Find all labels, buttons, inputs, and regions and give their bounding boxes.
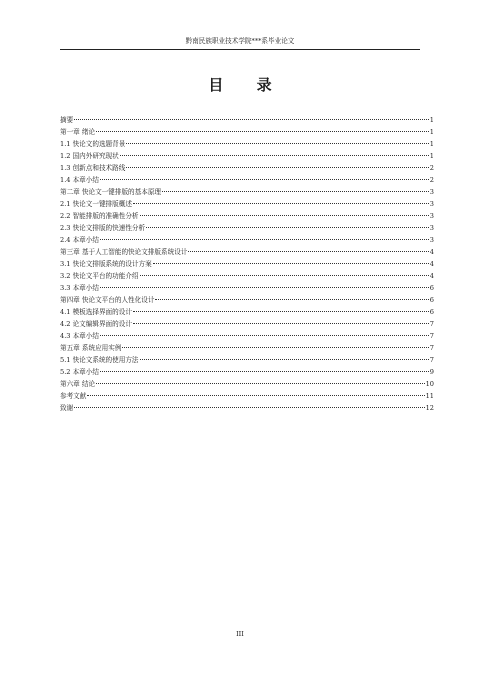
dot-leader	[153, 262, 429, 264]
toc-entry-title: 第二章 快论文一键排版的基本原理	[60, 188, 162, 196]
toc-entry[interactable]	[60, 354, 434, 366]
toc-entry-title: 1.2 国内外研究现状	[60, 152, 119, 160]
dot-leader	[100, 178, 429, 180]
toc-entry-page: 9	[429, 368, 434, 376]
toc-entry-page: 3	[429, 224, 434, 232]
dot-leader	[162, 190, 429, 192]
toc-entry[interactable]	[60, 114, 434, 126]
dot-leader	[100, 370, 429, 372]
toc-entry[interactable]	[60, 270, 434, 282]
running-header: 黔南民族职业技术学院***系毕业论文	[185, 37, 295, 45]
dot-leader	[96, 130, 429, 132]
toc-entry-page: 1	[429, 140, 434, 148]
toc-entry-title: 4.2 论文编辑界面的设计	[60, 320, 132, 328]
dot-leader	[146, 226, 429, 228]
toc-entry-page: 6	[429, 296, 434, 304]
toc-entry-page: 2	[429, 176, 434, 184]
dot-leader	[126, 142, 428, 144]
dot-leader	[87, 394, 424, 396]
toc-entry[interactable]	[60, 162, 434, 174]
toc-entry-page: 3	[429, 200, 434, 208]
toc-entry-page: 7	[429, 332, 434, 340]
dot-leader	[96, 382, 425, 384]
dot-leader	[133, 322, 429, 324]
dot-leader	[133, 202, 429, 204]
toc-entry[interactable]	[60, 378, 434, 390]
toc-entry[interactable]	[60, 138, 434, 150]
table-of-contents	[60, 114, 434, 414]
toc-entry[interactable]	[60, 222, 434, 234]
toc-entry-page: 7	[429, 320, 434, 328]
toc-entry-page: 7	[429, 356, 434, 364]
toc-entry-page: 1	[429, 152, 434, 160]
toc-entry-page: 6	[429, 308, 434, 316]
toc-entry-page: 7	[429, 344, 434, 352]
dot-leader	[140, 358, 429, 360]
toc-entry[interactable]	[60, 246, 434, 258]
toc-entry-title: 3.2 快论文平台的功能介绍	[60, 272, 139, 280]
toc-entry-title: 2.3 快论文排版的快速性分析	[60, 224, 146, 232]
toc-entry-title: 第四章 快论文平台的人性化设计	[60, 296, 155, 304]
toc-entry-title: 2.2 智能排版的准确性分析	[60, 212, 139, 220]
toc-entry[interactable]	[60, 306, 434, 318]
dot-leader	[188, 250, 428, 252]
dot-leader	[126, 166, 428, 168]
dot-leader	[74, 406, 424, 408]
toc-entry-title: 5.2 本章小结	[60, 368, 99, 376]
toc-entry-page: 3	[429, 236, 434, 244]
toc-entry-page: 4	[429, 272, 434, 280]
toc-entry-page: 3	[429, 188, 434, 196]
toc-entry-title: 2.1 快论文一键排版概述	[60, 200, 132, 208]
dot-leader	[155, 298, 428, 300]
toc-entry-page: 10	[425, 380, 434, 388]
toc-entry[interactable]	[60, 282, 434, 294]
toc-title: 目 录	[208, 76, 286, 94]
toc-entry-page: 11	[425, 392, 434, 400]
toc-entry[interactable]	[60, 210, 434, 222]
toc-entry[interactable]	[60, 402, 434, 414]
dot-leader	[133, 310, 429, 312]
toc-entry-title: 1.4 本章小结	[60, 176, 99, 184]
toc-entry-title: 4.1 模板选择界面的设计	[60, 308, 132, 316]
toc-entry[interactable]	[60, 174, 434, 186]
toc-entry-page: 6	[429, 284, 434, 292]
toc-entry-title: 第三章 基于人工智能的快论文排版系统设计	[60, 248, 188, 256]
toc-entry-title: 致谢	[60, 404, 74, 412]
toc-entry[interactable]	[60, 366, 434, 378]
dot-leader	[100, 334, 429, 336]
header-divider	[60, 49, 420, 50]
toc-entry-title: 4.3 本章小结	[60, 332, 99, 340]
toc-entry-title: 摘要	[60, 116, 74, 124]
toc-entry-title: 3.3 本章小结	[60, 284, 99, 292]
dot-leader	[100, 238, 429, 240]
toc-entry[interactable]	[60, 126, 434, 138]
toc-entry-title: 1.3 创新点和技术路线	[60, 164, 126, 172]
page-number: III	[236, 630, 244, 638]
toc-entry-page: 2	[429, 164, 434, 172]
toc-entry-title: 参考文献	[60, 392, 87, 400]
toc-entry[interactable]	[60, 390, 434, 402]
dot-leader	[74, 118, 429, 120]
toc-entry-page: 1	[429, 116, 434, 124]
dot-leader	[140, 274, 429, 276]
toc-entry-page: 4	[429, 248, 434, 256]
toc-entry-title: 第六章 结论	[60, 380, 96, 388]
dot-leader	[140, 214, 429, 216]
toc-entry[interactable]	[60, 294, 434, 306]
toc-entry-title: 2.4 本章小结	[60, 236, 99, 244]
toc-entry-title: 3.1 快论文排版系统的设计方案	[60, 260, 152, 268]
toc-entry[interactable]	[60, 318, 434, 330]
toc-entry-title: 第一章 绪论	[60, 128, 96, 136]
toc-entry-title: 1.1 快论文的选题背景	[60, 140, 126, 148]
toc-entry-page: 1	[429, 128, 434, 136]
toc-entry[interactable]	[60, 150, 434, 162]
toc-entry-page: 12	[425, 404, 434, 412]
toc-entry[interactable]	[60, 342, 434, 354]
toc-entry-title: 5.1 快论文系统的使用方法	[60, 356, 139, 364]
toc-entry[interactable]	[60, 330, 434, 342]
toc-entry[interactable]	[60, 258, 434, 270]
dot-leader	[122, 346, 428, 348]
toc-entry[interactable]	[60, 198, 434, 210]
toc-entry[interactable]	[60, 234, 434, 246]
dot-leader	[120, 154, 429, 156]
toc-entry-title: 第五章 系统应用实例	[60, 344, 122, 352]
toc-entry-page: 4	[429, 260, 434, 268]
dot-leader	[100, 286, 429, 288]
toc-entry[interactable]	[60, 186, 434, 198]
toc-entry-page: 3	[429, 212, 434, 220]
